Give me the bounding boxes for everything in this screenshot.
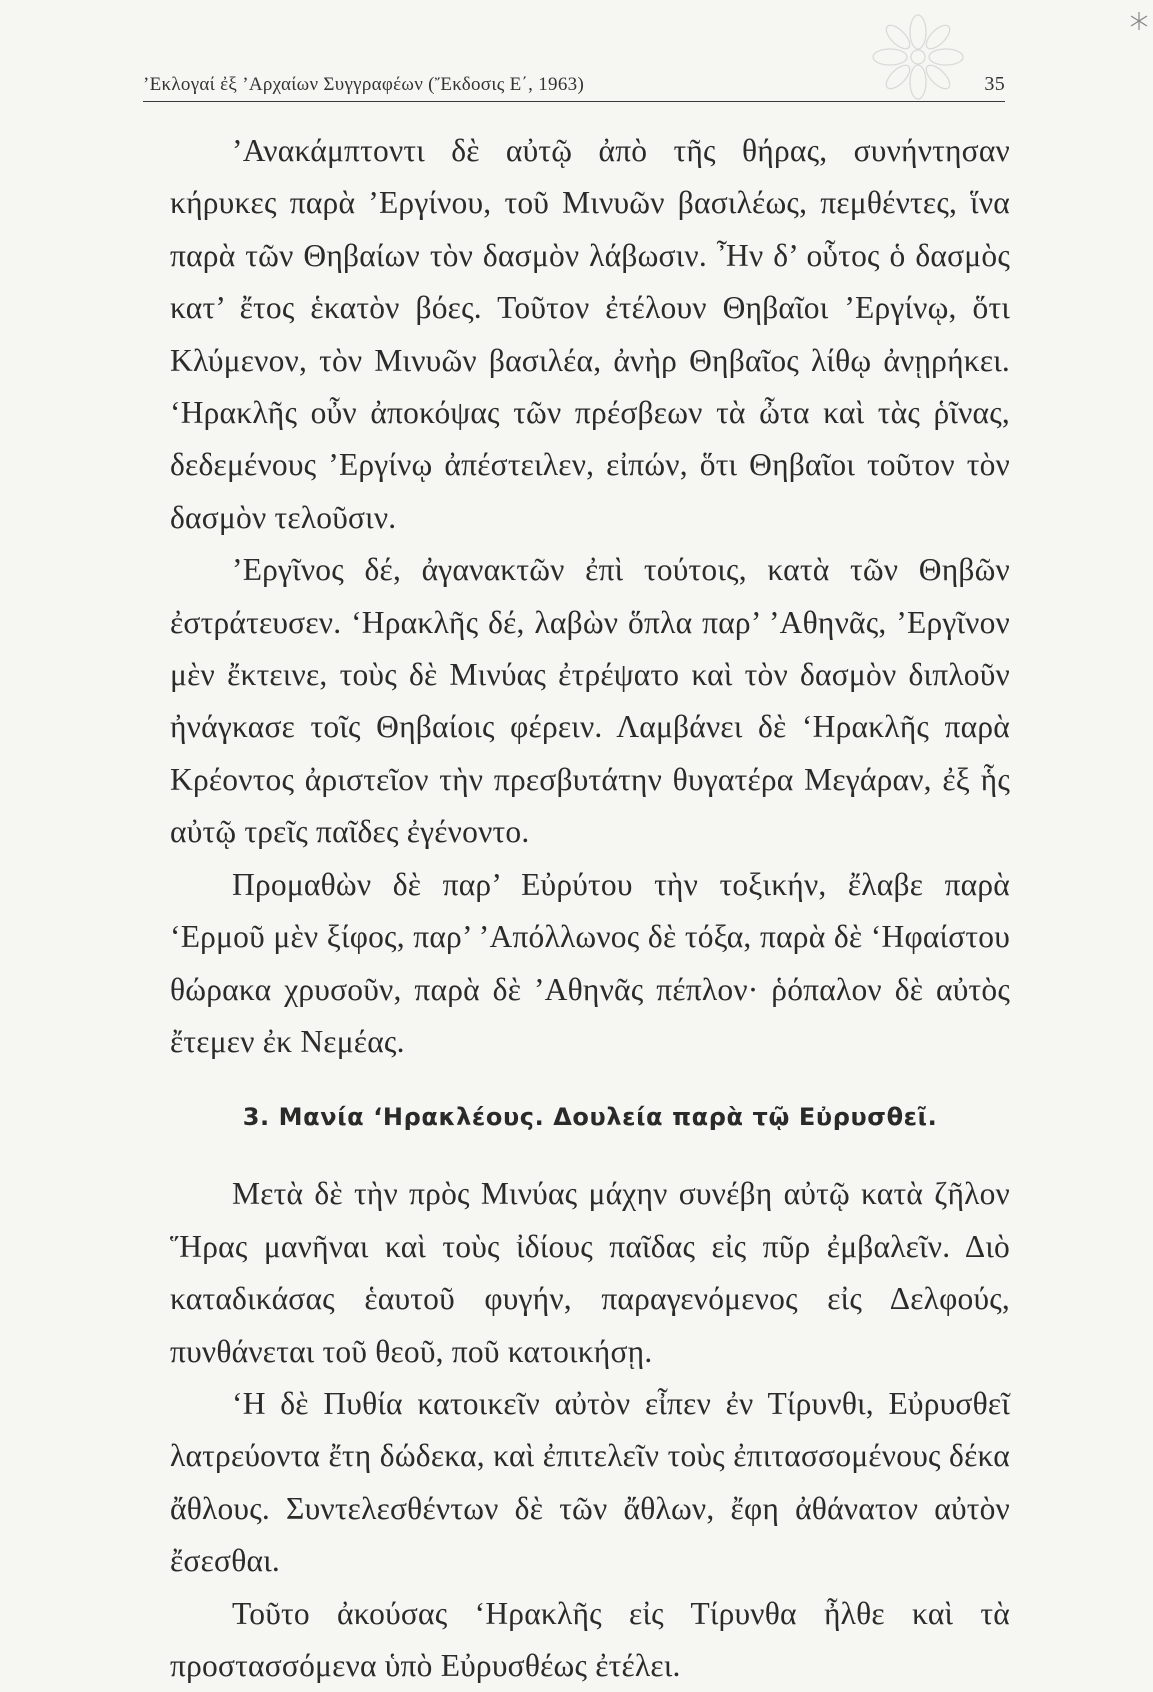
paragraph: ’Εργῖνος δέ, ἀγανακτῶν ἐπὶ τούτοις, κατὰ τῶν Θηβῶν ἐστράτευσεν. ‘Ηρακλῆς δέ, λαβὼν ὅπλα παρ’ ’Αθηνᾶς, ’Εργῖνον μὲν ἔκτεινε, τοὺς δὲ Μινύας ἐτρέψατο καὶ τὸν δασμὸν διπλοῦν ἠνάγκασε τοῖς Θηβαίοις φέρειν. Λαμβάνει δὲ ‘Ηρακλῆς παρὰ Κρέοντος ἀριστεῖον τὴν πρεσβυτάτην θυγατέρα Μεγάραν, ἐξ ἧς αὐτῷ τρεῖς παῖδες ἐγένοντο. (170, 552, 1010, 850)
running-title: ’Εκλογαί ἐξ ’Αρχαίων Συγγραφέων (Ἔκδοσις Ε΄, 1963) (143, 74, 585, 95)
section-heading: 3. Μανία ‘Ηρακλέους. Δουλεία παρὰ τῷ Εὐρυσθεῖ. (242, 1103, 938, 1132)
page-number: 35 (984, 73, 1005, 95)
paragraph: Τοῦτο ἀκούσας ‘Ηρακλῆς εἰς Τίρυνθα ἦλθε καὶ τὰ προστασσόμενα ὑπὸ Εὐρυσθέως ἐτέλει. (170, 1595, 1010, 1683)
paragraph: Μετὰ δὲ τὴν πρὸς Μινύας μάχην συνέβη αὐτῷ κατὰ ζῆλον Ἥρας μανῆναι καὶ τοὺς ἰδίους παῖδας εἰς πῦρ ἐμβαλεῖν. Διὸ καταδικάσας ἑαυτοῦ φυγήν, παραγενόμενος εἰς Δελφούς, πυνθάνεται τοῦ θεοῦ, ποῦ κατοικήσῃ. (170, 1176, 1010, 1369)
body-text (170, 125, 1010, 1692)
paragraph: ’Ανακάμπτοντι δὲ αὐτῷ ἀπὸ τῆς θήρας, συνήντησαν κήρυκες παρὰ ’Εργίνου, τοῦ Μινυῶν βασιλέως, πεμθέντες, ἵνα παρὰ τῶν Θηβαίων τὸν δασμὸν λάβωσιν. Ἦν δ’ οὗτος ὁ δασμὸς κατ’ ἔτος ἑκατὸν βόες. Τοῦτον ἐτέλουν Θηβαῖοι ’Εργίνῳ, ὅτι Κλύμενον, τὸν Μινυῶν βασιλέα, ἀνὴρ Θηβαῖος λίθῳ ἀνῃρήκει. ‘Ηρακλῆς οὖν ἀποκόψας τῶν πρέσβεων τὰ ὦτα καὶ τὰς ῥῖνας, δεδεμένους ’Εργίνῳ ἀπέστειλεν, εἰπών, ὅτι Θηβαῖοι τοῦτον τὸν δασμὸν τελοῦσιν. (170, 133, 1010, 535)
paragraph: Προμαθὼν δὲ παρ’ Εὐρύτου τὴν τοξικήν, ἔλαβε παρὰ ‘Ερμοῦ μὲν ξίφος, παρ’ ’Απόλλωνος δὲ τόξα, παρὰ δὲ ‘Ηφαίστου θώρακα χρυσοῦν, παρὰ δὲ ’Αθηνᾶς πέπλον· ῥόπαλον δὲ αὐτὸς ἔτεμεν ἐκ Νεμέας. (170, 866, 1010, 1059)
corner-asterisk-icon (1128, 10, 1150, 32)
paragraph: ‘Η δὲ Πυθία κατοικεῖν αὐτὸν εἶπεν ἐν Τίρυνθι, Εὐρυσθεῖ λατρεύοντα ἔτη δώδεκα, καὶ ἐπιτελεῖν τοὺς ἐπιτασσομένους δέκα ἄθλους. Συντελεσθέντων δὲ τῶν ἄθλων, ἔφη ἀθάνατον αὐτὸν ἔσεσθαι. (170, 1385, 1010, 1579)
running-header (143, 64, 1005, 96)
header-rule (143, 101, 1005, 102)
